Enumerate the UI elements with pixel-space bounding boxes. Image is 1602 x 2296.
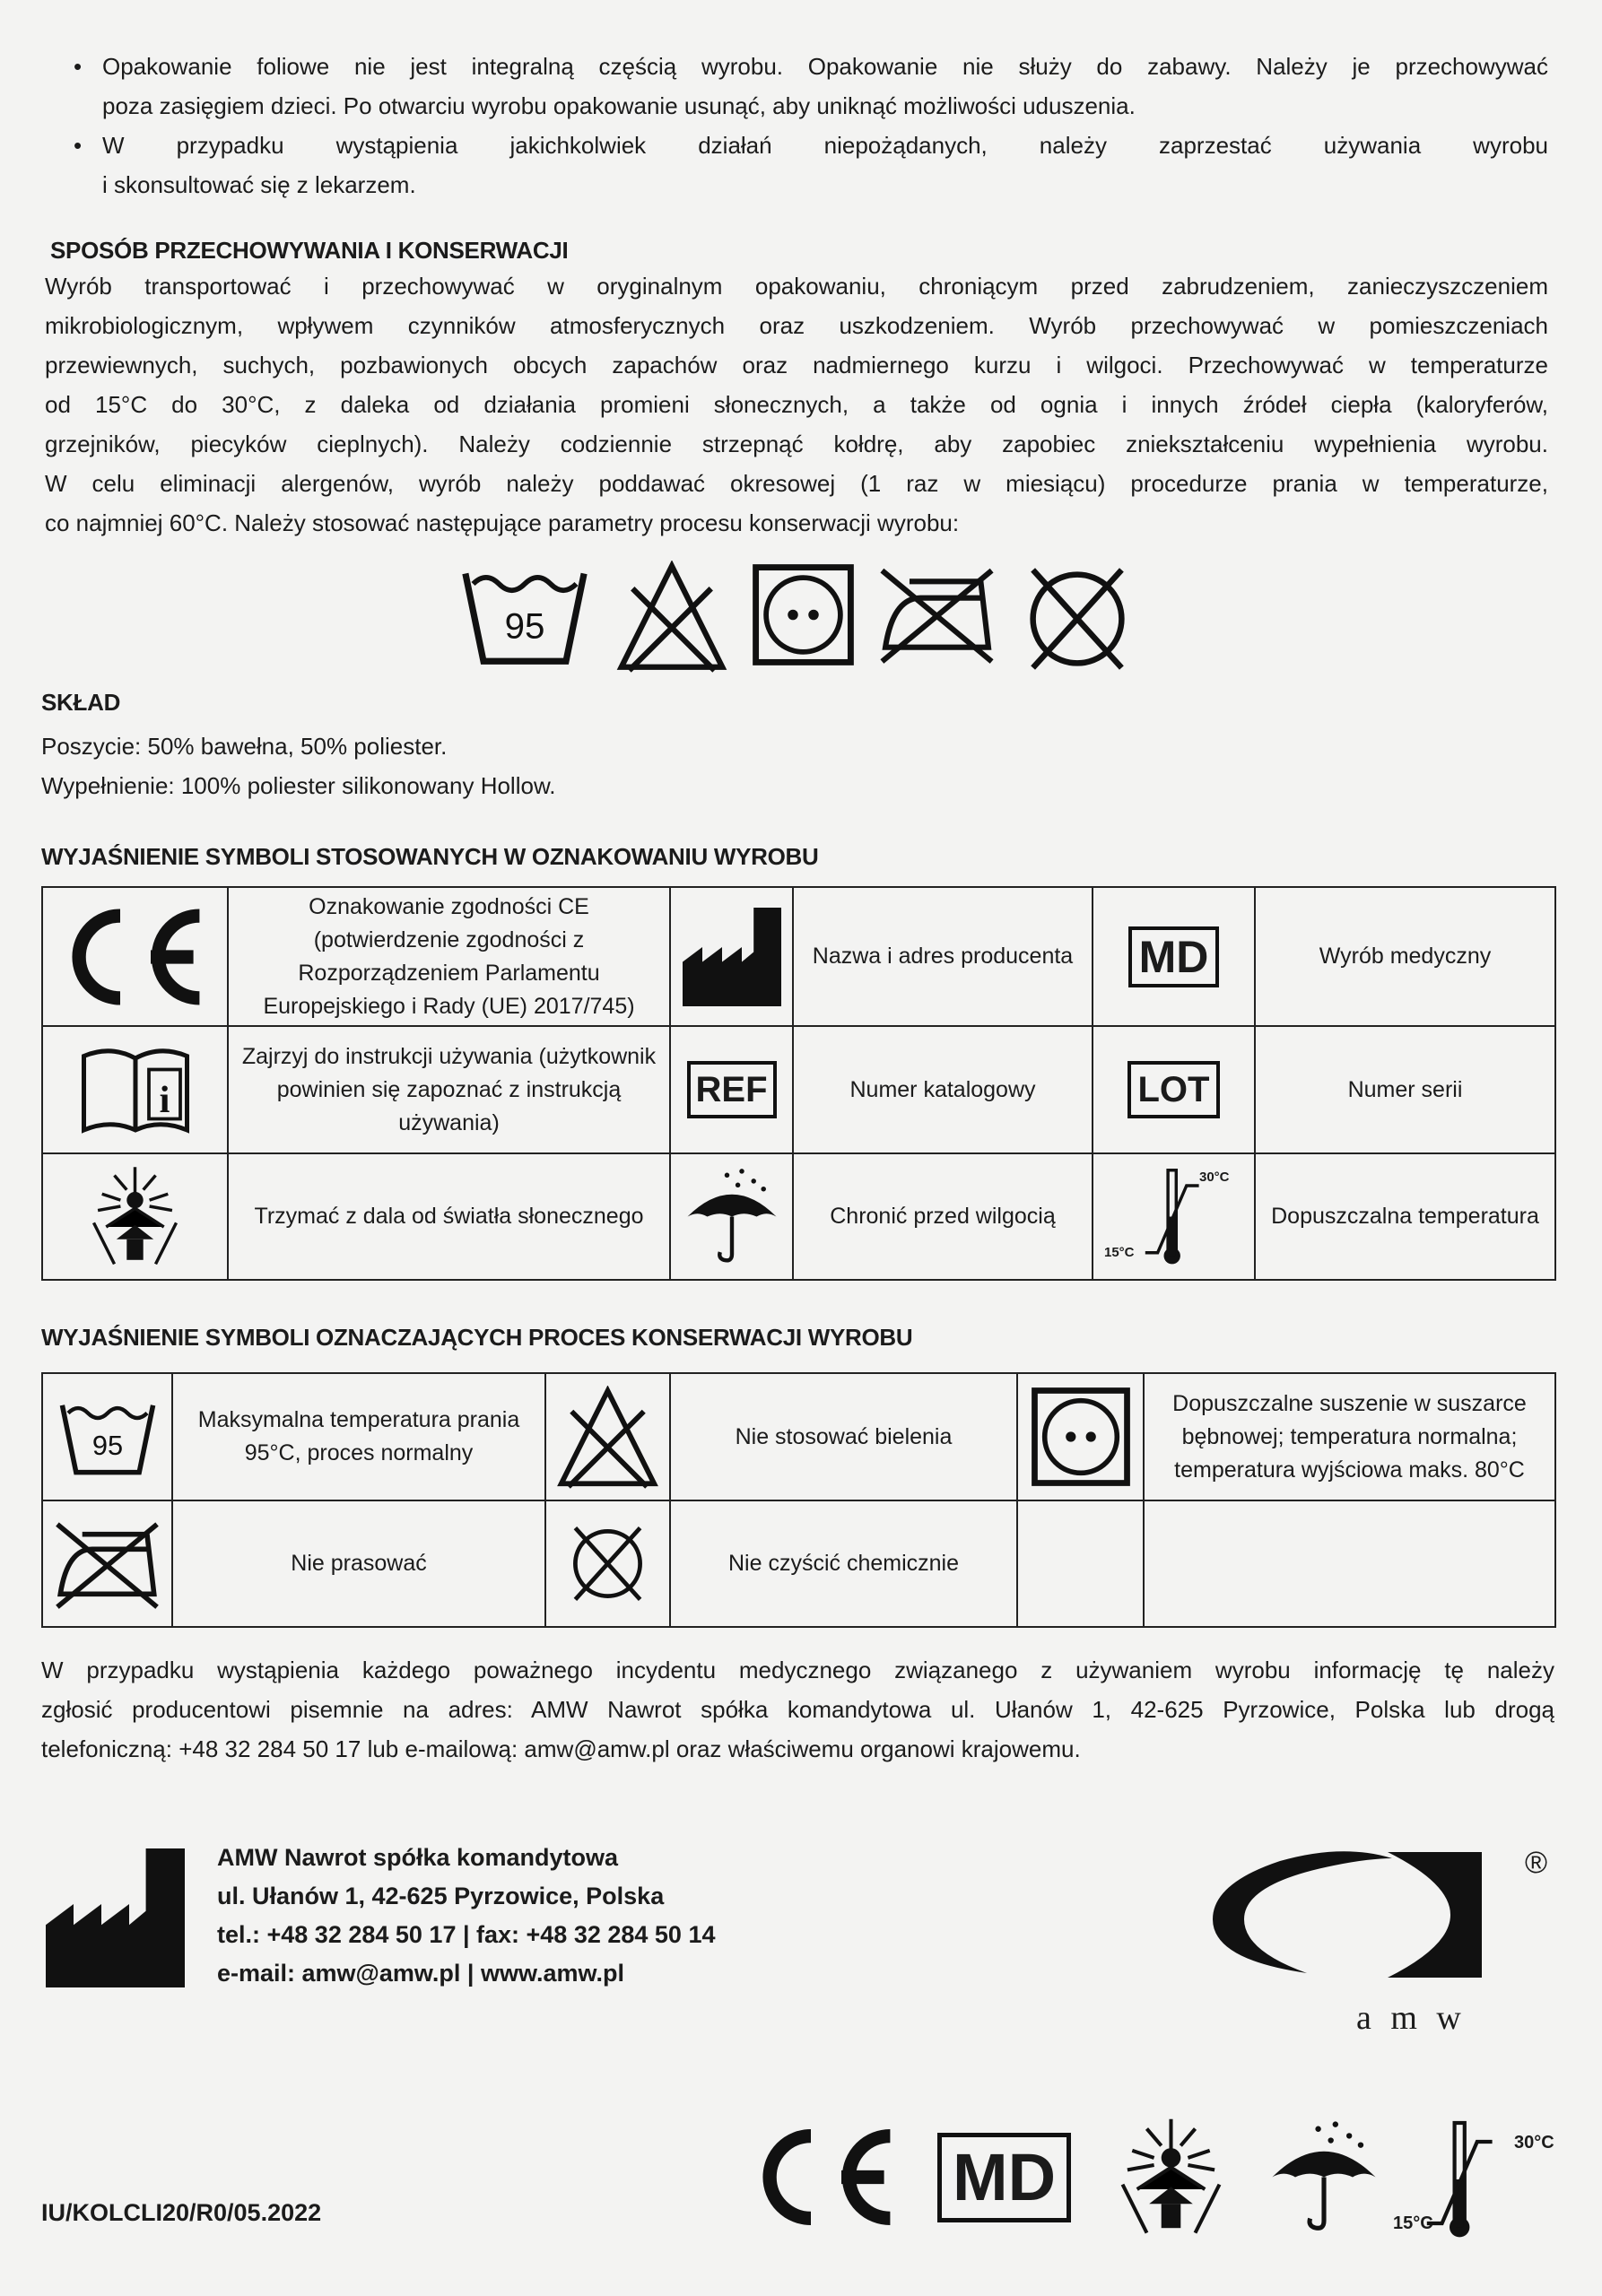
registered-mark: ® — [1525, 1846, 1548, 1880]
lot-icon: LOT — [1093, 1026, 1255, 1153]
symbol-description: Numer katalogowy — [793, 1026, 1093, 1153]
care-description: Dopuszczalne suszenie w suszarce bębnowej; temperatura normalna; temperatura wyjściowa maks. 80°C — [1144, 1373, 1555, 1500]
bullet-line: poza zasięgiem dzieci. Po otwarciu wyrobu opakowanie usunąć, aby uniknąć możliwości uduszenia. — [102, 92, 1136, 119]
no-iron-icon — [42, 1500, 172, 1627]
incident-paragraph — [41, 1650, 1554, 1769]
keep-dry-icon — [1267, 2117, 1381, 2238]
symbol-description: Trzymać z dala od światła słonecznego — [228, 1153, 670, 1280]
symbols-table — [41, 886, 1556, 1281]
no-dry-clean-icon — [545, 1500, 670, 1627]
bullet-line: i skonsultować się z lekarzem. — [102, 171, 416, 198]
symbols-heading: WYJAŚNIENIE SYMBOLI STOSOWANYCH W OZNAKOWANIU WYROBU — [41, 843, 819, 870]
bullet-line: Opakowanie foliowe nie jest integralną częścią wyrobu. Opakowanie nie służy do zabawy. Należy je przechowywać — [102, 53, 1548, 80]
bullet-item — [74, 126, 1548, 204]
paragraph-line: Wyrób transportować i przechowywać w oryginalnym opakowaniu, chroniącym przed zabrudzeniem, zanieczyszczeniem — [45, 273, 1548, 300]
paragraph-line: telefoniczną: +48 32 284 50 17 lub e-mailową: amw@amw.pl oraz właściwemu organowi krajowemu. — [41, 1735, 1081, 1762]
company-email: e-mail: amw@amw.pl | www.amw.pl — [217, 1960, 624, 1987]
table-row — [42, 1153, 1555, 1280]
storage-heading: SPOSÓB PRZECHOWYWANIA I KONSERWACJI — [50, 237, 569, 264]
care-table — [41, 1372, 1556, 1628]
paragraph-line: W przypadku wystąpienia każdego poważnego incydentu medycznego związanego z używaniem wyrobu informację tę należy — [41, 1657, 1554, 1683]
composition-heading: SKŁAD — [41, 689, 121, 716]
bullet-line: W przypadku wystąpienia jakichkolwiek działań niepożądanych, należy zaprzestać używania wyrobu — [102, 132, 1548, 159]
care-description: Nie prasować — [172, 1500, 545, 1627]
tumble-dry-icon — [752, 563, 855, 666]
manufacturer-icon — [41, 1848, 189, 1987]
paragraph-line: przewiewnych, suchych, pozbawionych obcych zapachów oraz nadmiernego kurzu i wilgoci. Przechowywać w temperaturze — [45, 352, 1548, 378]
no-dry-clean-icon — [1019, 561, 1136, 677]
warning-bullets — [74, 47, 1548, 204]
temp-low-label: 15°C — [1393, 2213, 1433, 2233]
manufacturer-icon — [670, 887, 793, 1026]
company-phone: tel.: +48 32 284 50 17 | fax: +48 32 284 50 14 — [217, 1921, 716, 1948]
wash-95-icon — [457, 563, 592, 666]
table-row — [42, 1500, 1555, 1627]
bullet-item — [74, 47, 1548, 126]
company-street: ul. Ułanów 1, 42-625 Pyrzowice, Polska — [217, 1883, 665, 1909]
care-heading: WYJAŚNIENIE SYMBOLI OZNACZAJĄCYCH PROCES KONSERWACJI WYROBU — [41, 1324, 913, 1351]
paragraph-line: grzejników, piecyków cieplnych). Należy codziennie strzepnąć kołdrę, aby zapobiec zniekształceniu wypełnienia wyrobu. — [45, 430, 1548, 457]
paragraph-line: mikrobiologicznym, wpływem czynników atmosferycznych oraz uszkodzeniem. Wyrób przechowywać w pomieszczeniach — [45, 312, 1548, 339]
keep-dry-icon — [670, 1153, 793, 1280]
composition-line: Poszycie: 50% bawełna, 50% poliester. — [41, 733, 448, 760]
table-row — [42, 1373, 1555, 1500]
paragraph-line: zgłosić producentowi pisemnie na adres: AMW Nawrot spółka komandytowa ul. Ułanów 1, 42-625 Pyrzowice, Polska lub drogą — [41, 1696, 1554, 1723]
no-bleach-icon — [545, 1373, 670, 1500]
logo-text: a m w — [1356, 1999, 1467, 2037]
no-iron-icon — [876, 565, 997, 664]
symbol-description: Nazwa i adres producenta — [793, 887, 1093, 1026]
paragraph-line: od 15°C do 30°C, z daleka od działania promieni słonecznych, a także od ognia i innych źródeł ciepła (kaloryferów, — [45, 391, 1548, 418]
table-row — [42, 1026, 1555, 1153]
paragraph-line: W celu eliminacji alergenów, wyrób należy poddawać okresowej (1 raz w miesiącu) procedurze prania w temperaturze, — [45, 470, 1548, 497]
md-icon: MD — [937, 2133, 1071, 2222]
document-code: IU/KOLCLI20/R0/05.2022 — [41, 2199, 322, 2226]
bullet-icon: • — [74, 53, 83, 80]
care-icons-row — [447, 561, 1146, 668]
company-name: AMW Nawrot spółka komandytowa — [217, 1844, 619, 1871]
symbol-description: Oznakowanie zgodności CE (potwierdzenie zgodności z Rozporządzeniem Parlamentu Europejskiego i Rady (UE) 2017/745) — [228, 887, 670, 1026]
care-description: Maksymalna temperatura prania 95°C, proces normalny — [172, 1373, 545, 1500]
symbol-description: Numer serii — [1255, 1026, 1555, 1153]
composition-list — [41, 726, 556, 805]
manufacturer-address — [217, 1839, 715, 1993]
temperature-limit-icon: 30°C 15°C — [1093, 1153, 1255, 1280]
empty-cell — [1017, 1500, 1144, 1627]
empty-cell — [1144, 1500, 1555, 1627]
keep-away-from-sunlight-icon — [42, 1153, 228, 1280]
temp-high-label: 30°C — [1514, 2133, 1554, 2152]
tumble-dry-icon — [1017, 1373, 1144, 1500]
md-icon: MD — [1093, 887, 1255, 1026]
care-description: Nie stosować bielenia — [670, 1373, 1017, 1500]
table-row — [42, 887, 1555, 1026]
keep-away-from-sunlight-icon — [1110, 2117, 1232, 2238]
storage-paragraph — [45, 266, 1548, 543]
no-bleach-icon — [614, 561, 730, 673]
care-description: Nie czyścić chemicznie — [670, 1500, 1017, 1627]
amw-logo-icon — [1208, 1848, 1495, 1982]
paragraph-line: co najmniej 60°C. Należy stosować następujące parametry procesu konserwacji wyrobu: — [45, 509, 960, 536]
symbol-description: Zajrzyj do instrukcji używania (użytkownik powinien się zapoznać z instrukcją używania) — [228, 1026, 670, 1153]
ce-mark-icon — [750, 2121, 902, 2233]
instructions-icon — [42, 1026, 228, 1153]
ref-icon: REF — [670, 1026, 793, 1153]
composition-line: Wypełnienie: 100% poliester silikonowany Hollow. — [41, 772, 556, 799]
symbol-description: Dopuszczalna temperatura — [1255, 1153, 1555, 1280]
symbol-description: Wyrób medyczny — [1255, 887, 1555, 1026]
wash-95-icon — [42, 1373, 172, 1500]
ce-mark-icon — [42, 887, 228, 1026]
bullet-icon: • — [74, 132, 83, 159]
symbol-description: Chronić przed wilgocią — [793, 1153, 1093, 1280]
